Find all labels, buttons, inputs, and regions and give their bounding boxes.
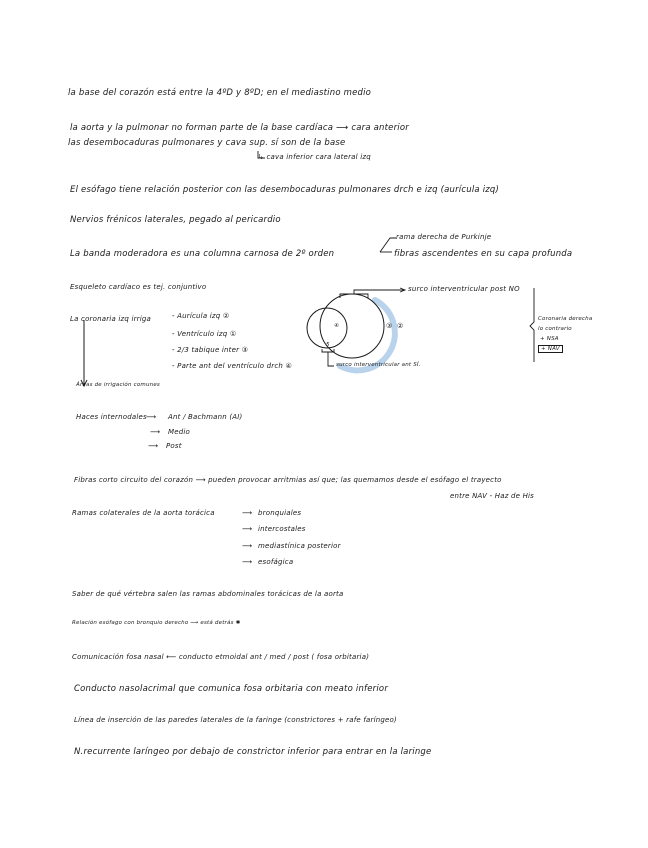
note-line-banda-moderadora: La banda moderadora es una columna carnosa de 2º orden xyxy=(70,249,335,259)
side-note-nav: + NAV xyxy=(538,345,563,353)
note-line-fibras: Fibras corto circuito del corazón ⟶ pueden provocar arritmias así que; las quemamos desde el esófago el trayecto xyxy=(74,476,502,484)
note-line-nav-his: entre NAV - Haz de His xyxy=(450,492,535,500)
arrow-icon: ⟶ xyxy=(242,542,253,550)
ramas-title: Ramas colaterales de la aorta torácica xyxy=(72,509,215,517)
note-line-cava-inferior: ↳ cava inferior cara lateral izq xyxy=(258,153,371,161)
side-note-contrario: lo contrario xyxy=(538,326,572,332)
arrow-icon: ⟶ xyxy=(242,558,253,566)
diagram-marker-4: ④ xyxy=(334,323,340,329)
ramas-item: esofágica xyxy=(258,558,294,566)
note-line-aorta-pulmonar: la aorta y la pulmonar no forman parte de la base cardíaca ⟶ cara anterior xyxy=(70,123,409,133)
note-line-desembocaduras: las desembocaduras pulmonares y cava sup. sí son de la base xyxy=(68,138,346,148)
note-line-saber-vertebra: Saber de qué vértebra salen las ramas abdominales torácicas de la aorta xyxy=(72,590,344,598)
note-line-comunicacion-fosa: Comunicación fosa nasal ⟵ conducto etmoidal ant / med / post ( fosa orbitaria) xyxy=(72,653,370,661)
diagram-marker-2: ② xyxy=(397,322,404,330)
side-note-nsa: + NSA xyxy=(540,336,559,342)
coronaria-areas: Áreas de irrigación comunes xyxy=(76,382,160,388)
note-line-nervio-recurrente: N.recurrente laríngeo por debajo de constrictor inferior para entrar en la laringe xyxy=(74,747,432,757)
ramas-item: mediastínica posterior xyxy=(258,542,341,550)
note-branch-fibras: fibras ascendentes en su capa profunda xyxy=(394,249,573,259)
note-line-conducto-nasolacrimal: Conducto nasolacrimal que comunica fosa orbitaria con meato inferior xyxy=(74,684,389,694)
note-line-esqueleto: Esqueleto cardíaco es tej. conjuntivo xyxy=(70,283,207,291)
haces-item: Ant / Bachmann (AI) xyxy=(168,413,243,421)
coronaria-item: - Ventrículo izq ① xyxy=(172,330,237,338)
arrow-icon: ⟶ xyxy=(242,509,253,517)
note-line-esofago: El esófago tiene relación posterior con las desembocaduras pulmonares drch e izq (aurícula izq) xyxy=(70,185,500,195)
coronaria-item: - 2/3 tabique inter ③ xyxy=(172,346,249,354)
diagram-surco-post: surco interventricular post NO xyxy=(408,285,520,293)
arrow-icon: ⟶ xyxy=(150,428,161,436)
coronaria-item: - Aurícula izq ② xyxy=(172,312,230,320)
diagram-surco-ant: surco interventricular ant SÍ. xyxy=(336,362,421,368)
diagram-marker-3: ③ xyxy=(386,322,393,330)
side-note-coronaria-derecha: Coronaria derecha xyxy=(538,316,593,322)
diagram-marker-5: 5 xyxy=(326,342,330,348)
note-line-relacion-esofago: Relación esófago con bronquio derecho ⟶ está detrás ✱ xyxy=(72,620,241,626)
arrow-icon: ⟶ xyxy=(242,525,253,533)
ramas-item: intercostales xyxy=(258,525,306,533)
note-line-base-corazon: la base del corazón está entre la 4ºD y 8ºD; en el mediastino medio xyxy=(68,88,372,98)
haces-item: Medio xyxy=(168,428,191,436)
highlight-arc xyxy=(340,300,395,370)
arrow-icon: ⟶ xyxy=(146,413,157,421)
note-line-faringe: Línea de inserción de las paredes laterales de la faringe (constrictores + rafe faríngeo) xyxy=(74,716,397,724)
note-branch-purkinje: rama derecha de Purkinje xyxy=(396,233,492,241)
large-circle xyxy=(320,294,384,358)
note-line-nervios-frenicos: Nervios frénicos laterales, pegado al pericardio xyxy=(70,215,281,225)
haces-item: Post xyxy=(166,442,182,450)
arrow-icon: ⟶ xyxy=(148,442,159,450)
haces-title: Haces internodales xyxy=(76,413,147,421)
coronaria-title: La coronaria izq irriga xyxy=(70,315,152,323)
coronaria-item: - Parte ant del ventrículo drch ④ xyxy=(172,362,292,370)
ramas-item: bronquiales xyxy=(258,509,302,517)
